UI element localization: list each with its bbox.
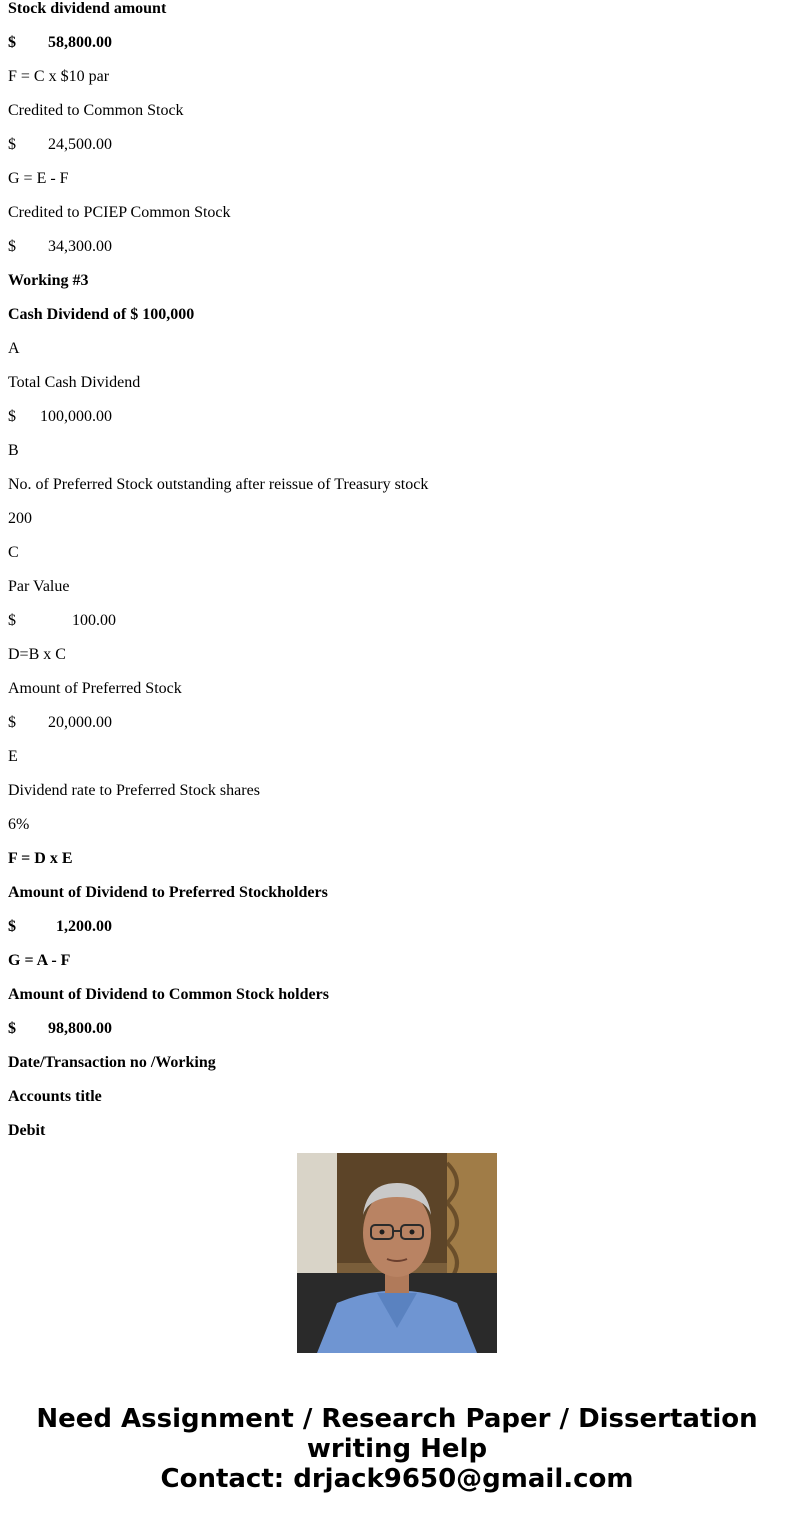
currency-symbol: $	[8, 1020, 16, 1037]
bold-text-line: Date/Transaction no /Working	[8, 1054, 216, 1071]
amount-line	[8, 1012, 788, 1046]
text-line: 6%	[8, 816, 30, 833]
promo-text	[0, 1404, 794, 1494]
currency-symbol: $	[8, 612, 16, 629]
amount-value: 20,000.00	[48, 714, 112, 731]
text-line: Credited to Common Stock	[8, 102, 184, 119]
amount-value: 1,200.00	[56, 918, 112, 935]
text-line: F = C x $10 par	[8, 68, 110, 85]
amount-value: 98,800.00	[48, 1020, 112, 1037]
bold-text-line: Cash Dividend of $ 100,000	[8, 306, 195, 323]
contact-line: Contact: drjack9650@gmail.com	[160, 1464, 634, 1494]
promo-line-1: Need Assignment / Research Paper / Dissertation	[36, 1404, 758, 1434]
amount-value: 100,000.00	[40, 408, 112, 425]
text-line: Dividend rate to Preferred Stock shares	[8, 782, 260, 799]
amount-value: 58,800.00	[48, 34, 112, 51]
text-line: Amount of Preferred Stock	[8, 680, 182, 697]
text-line: G = E - F	[8, 170, 69, 187]
text-line: C	[8, 544, 19, 561]
author-photo	[297, 1153, 497, 1353]
amount-line	[8, 910, 788, 944]
promo-banner	[0, 1122, 794, 1523]
bold-text-line: Amount of Dividend to Preferred Stockholders	[8, 884, 328, 901]
text-line: Par Value	[8, 578, 70, 595]
text-line: Total Cash Dividend	[8, 374, 141, 391]
amount-line	[8, 706, 788, 740]
worksheet-lines	[8, 0, 788, 1148]
text-line: E	[8, 748, 18, 765]
currency-symbol: $	[8, 238, 16, 255]
text-line: Credited to PCIEP Common Stock	[8, 204, 231, 221]
currency-symbol: $	[8, 918, 16, 935]
amount-value: 100.00	[72, 612, 116, 629]
text-line: A	[8, 340, 20, 357]
currency-symbol: $	[8, 34, 16, 51]
amount-value: 34,300.00	[48, 238, 112, 255]
promo-line-2: writing Help	[306, 1434, 488, 1464]
bold-text-line: Amount of Dividend to Common Stock holders	[8, 986, 329, 1003]
bold-text-line: Working #3	[8, 272, 89, 289]
amount-line	[8, 604, 788, 638]
currency-symbol: $	[8, 714, 16, 731]
text-line: D=B x C	[8, 646, 66, 663]
bold-text-line: Stock dividend amount	[8, 0, 167, 17]
currency-symbol: $	[8, 136, 16, 153]
currency-symbol: $	[8, 408, 16, 425]
bold-text-line: F = D x E	[8, 850, 73, 867]
text-line: B	[8, 442, 19, 459]
bold-text-line: Accounts title	[8, 1088, 102, 1105]
amount-value: 24,500.00	[48, 136, 112, 153]
amount-line	[8, 400, 788, 434]
amount-line	[8, 230, 788, 264]
author-photo-image	[297, 1153, 497, 1353]
bold-text-line: G = A - F	[8, 952, 71, 969]
text-line: 200	[8, 510, 32, 527]
text-line: No. of Preferred Stock outstanding after reissue of Treasury stock	[8, 476, 429, 493]
bold-text-line: Debit	[8, 1122, 46, 1139]
amount-line	[8, 128, 788, 162]
amount-line	[8, 26, 788, 60]
